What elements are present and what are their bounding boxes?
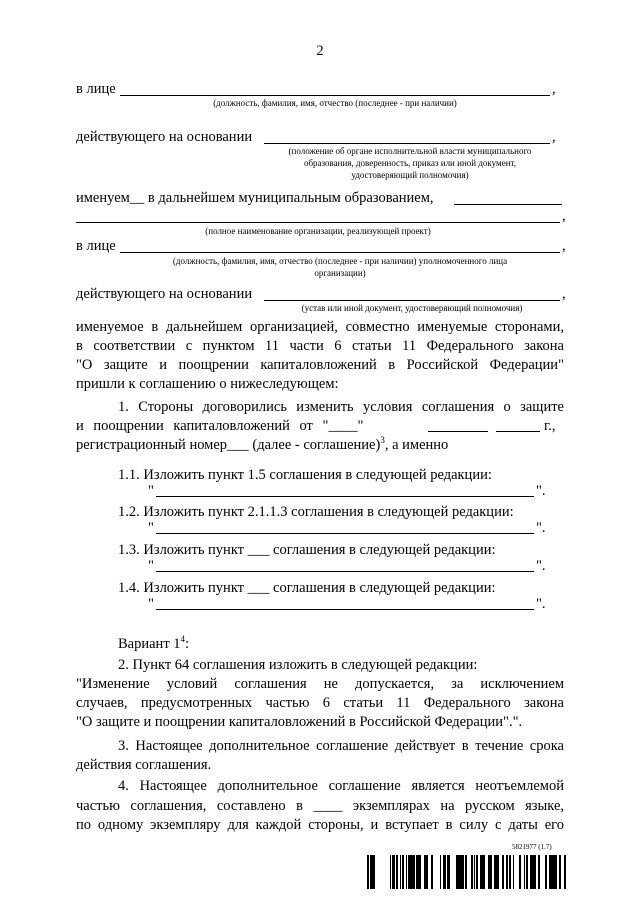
named1-fill-line-b — [76, 222, 560, 223]
basis1-hint-1: (положение об органе исполнительной власти муниципального — [288, 146, 532, 156]
subclause-4-text: 1.4. Изложить пункт ___ соглашения в следующей редакции: — [118, 580, 496, 596]
page-number: 2 — [316, 43, 324, 59]
named1-fill-line-a — [454, 204, 562, 205]
subclause-2-fill-line — [156, 533, 534, 534]
clause2-line-4: "О защите и поощрении капиталовложений в Российской Федерации".". — [76, 714, 523, 730]
variant-label: Вариант $1^4$: — [118, 634, 190, 652]
subclause-4-open-quote: " — [148, 596, 154, 612]
subclause-3-open-quote: " — [148, 558, 154, 574]
subclause-4-close-quote: ". — [536, 596, 546, 612]
basis2-suffix: , — [562, 286, 566, 302]
rep1-hint: (должность, фамилия, имя, отчество (последнее - при наличии) — [213, 98, 457, 108]
intro-line-4: пришли к соглашению о нижеследующем: — [76, 376, 339, 392]
rep2-hint-2: организации) — [314, 268, 366, 278]
rep2-suffix: , — [562, 238, 566, 254]
subclause-1-fill-line — [156, 496, 534, 497]
subclause-3-text: 1.3. Изложить пункт ___ соглашения в следующей редакции: — [118, 542, 496, 558]
clause2-line-1: 2. Пункт 64 соглашения изложить в следующей редакции: — [118, 657, 478, 673]
rep1-fill-line — [120, 95, 550, 96]
basis2-fill-line — [264, 300, 560, 301]
rep2-hint-1: (должность, фамилия, имя, отчество (последнее - при наличии) уполномоченного лица — [172, 256, 508, 266]
clause1-date-line-a — [428, 431, 488, 432]
clause3-line-1: 3. Настоящее дополнительное соглашение действует в течение срока — [118, 738, 564, 754]
named1-hint: (полное наименование организации, реализующей проект) — [205, 226, 431, 236]
basis1-suffix: , — [552, 129, 556, 145]
subclause-1-open-quote: " — [148, 483, 154, 499]
basis1-hint-2: образования, доверенность, приказ или иной документ, — [303, 158, 517, 168]
intro-line-2: в соответствии с пунктом 11 части 6 статьи 11 Федерального закона — [76, 338, 564, 354]
barcode-caption: 5821977 (1.7) — [512, 843, 552, 851]
rep1-prefix: в лице — [76, 81, 116, 97]
subclause-2-text: 1.2. Изложить пункт 2.1.1.3 соглашения в следующей редакции: — [118, 504, 514, 520]
rep1-suffix: , — [552, 81, 556, 97]
intro-line-3: "О защите и поощрении капиталовложений в Российской Федерации" — [76, 357, 564, 373]
basis2-hint: (устав или иной документ, удостоверяющий полномочия) — [301, 303, 523, 313]
subclause-1-text: 1.1. Изложить пункт 1.5 соглашения в следующей редакции: — [118, 467, 492, 483]
basis2-prefix: действующего на основании — [76, 286, 253, 302]
footnote-ref-4: 4 — [180, 634, 186, 645]
subclause-3-close-quote: ". — [536, 558, 546, 574]
subclause-4-fill-line — [156, 609, 534, 610]
clause2-line-2: "Изменение условий соглашения не допускается, за исключением — [76, 676, 564, 692]
clause3-line-2: действия соглашения. — [76, 757, 212, 773]
subclause-1-close-quote: ". — [536, 483, 546, 499]
rep2-fill-line — [120, 252, 560, 253]
clause1-date-line-b — [496, 431, 540, 432]
clause4-line-1: 4. Настоящее дополнительное соглашение является неотъемлемой — [118, 778, 564, 794]
clause1-line-1: 1. Стороны договорились изменить условия соглашения о защите — [118, 399, 564, 415]
named1-text: именуем__ в дальнейшем муниципальным образованием, — [76, 190, 434, 206]
clause1-line-2a: и поощрении капиталовложений от "____" — [76, 418, 364, 434]
clause4-line-3: по одному экземпляру для каждой стороны, и вступает в силу с даты его — [76, 817, 564, 833]
barcode-image — [366, 855, 566, 889]
subclause-2-open-quote: " — [148, 520, 154, 536]
clause2-line-3: случаев, предусмотренных частью 6 статьи 11 Федерального закона — [76, 695, 564, 711]
intro-line-1: именуемое в дальнейшем организацией, совместно именуемые сторонами, — [76, 319, 564, 335]
basis1-fill-line — [264, 143, 550, 144]
named1-suffix: , — [562, 208, 566, 224]
subclause-2-close-quote: ". — [536, 520, 546, 536]
rep2-prefix: в лице — [76, 238, 116, 254]
basis1-prefix: действующего на основании — [76, 129, 253, 145]
basis1-hint-3: удостоверяющий полномочия) — [351, 170, 469, 180]
clause1-line-2b: г., — [544, 418, 556, 434]
subclause-3-fill-line — [156, 571, 534, 572]
clause4-line-2: частью соглашения, составлено в ____ экземплярах на русском языке, — [76, 798, 564, 814]
clause1-line-3: регистрационный номер___ (далее - соглашение)$^3$, а именно — [76, 435, 449, 453]
footnote-ref-3: 3 — [380, 435, 385, 446]
